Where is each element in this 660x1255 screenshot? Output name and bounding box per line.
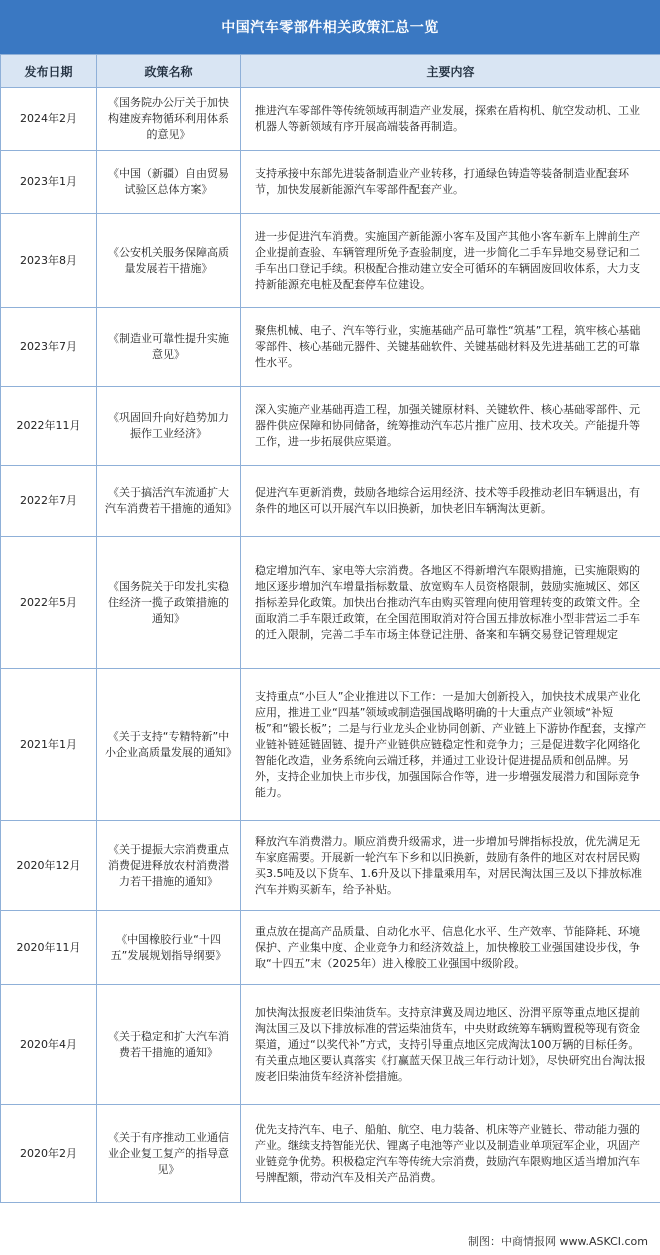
table-row [1,466,660,537]
cell-policy-name: 《中国橡胶行业“十四五”发展规划指导纲要》 [97,911,241,985]
cell-date: 2022年11月 [1,387,97,466]
table-row [1,537,660,669]
cell-date: 2023年7月 [1,308,97,387]
table-row [1,985,660,1105]
cell-date: 2022年7月 [1,466,97,537]
footer-credit: 制图：中商情报网 www.ASKCI.com [467,1235,648,1248]
policy-table [0,54,660,1203]
page-title: 中国汽车零部件相关政策汇总一览 [0,0,660,54]
table-row [1,308,660,387]
cell-content: 加快淘汰报废老旧柴油货车。支持京津冀及周边地区、汾渭平原等重点地区提前淘汰国三及以下排放标准的营运柴油货车，中央财政统筹车辆购置税等现有资金渠道，通过“以奖代补”方式，支持引导重点地区完成淘汰100万辆的目标任务。有关重点地区要认真落实《打赢蓝天保卫战三年行动计划》，尽快研究出台淘汰报废老旧柴油货车经济补偿措施。 [241,985,660,1105]
cell-content: 聚焦机械、电子、汽车等行业，实施基础产品可靠性“筑基”工程，筑牢核心基础零部件、核心基础元器件、关键基础软件、关键基础材料及先进基础工艺的可靠性水平。 [241,308,660,387]
cell-content: 重点放在提高产品质量、自动化水平、信息化水平、生产效率、节能降耗、环境保护、产业集中度、企业竞争力和经济效益上，加快橡胶工业强国建设步伐，争取“十四五”末（2025年）进入橡胶工业强国中级阶段。 [241,911,660,985]
cell-policy-name: 《关于搞活汽车流通扩大汽车消费若干措施的通知》 [97,466,241,537]
table-row [1,151,660,214]
cell-content: 稳定增加汽车、家电等大宗消费。各地区不得新增汽车限购措施，已实施限购的地区逐步增加汽车增量指标数量、放宽购车人员资格限制，鼓励实施城区、郊区指标差异化政策。加快出台推动汽车由购买管理向使用管理转变的政策文件。全面取消二手车限迁政策，在全国范围取消对符合国五排放标准小型非营运二手车的迁入限制，完善二手车市场主体登记注册、备案和车辆交易登记管理规定 [241,537,660,669]
table-header-row [1,55,660,88]
cell-policy-name: 《中国（新疆）自由贸易试验区总体方案》 [97,151,241,214]
table-row [1,88,660,151]
cell-content: 促进汽车更新消费，鼓励各地综合运用经济、技术等手段推动老旧车辆退出，有条件的地区可以开展汽车以旧换新，加快老旧车辆淘汰更新。 [241,466,660,537]
table-row [1,387,660,466]
cell-content: 支持承接中东部先进装备制造业产业转移，打通绿色铸造等装备制造业配套环节，加快发展新能源汽车零部件配套产业。 [241,151,660,214]
cell-content: 进一步促进汽车消费。实施国产新能源小客车及国产其他小客车新车上牌前生产企业提前查验、车辆管理所免予查验制度，进一步简化二手车异地交易登记和二手车出口登记手续。积极配合推动建立安全可循环的车辆固废回收体系，大力支持新能源充电桩及配套停车位建设。 [241,214,660,308]
cell-content: 释放汽车消费潜力。顺应消费升级需求，进一步增加号牌指标投放，优先满足无车家庭需要。开展新一轮汽车下乡和以旧换新，鼓励有条件的地区对农村居民购买3.5吨及以下货车、1.6升及以下排量乘用车，对居民淘汰国三及以下排放标准汽车并购买新车，给予补贴。 [241,821,660,911]
cell-date: 2024年2月 [1,88,97,151]
header-content: 主要内容 [241,55,660,88]
cell-policy-name: 《关于有序推动工业通信业企业复工复产的指导意见》 [97,1105,241,1203]
header-name: 政策名称 [97,55,241,88]
cell-date: 2023年1月 [1,151,97,214]
cell-date: 2021年1月 [1,669,97,821]
cell-date: 2020年11月 [1,911,97,985]
cell-policy-name: 《关于提振大宗消费重点消费促进释放农村消费潜力若干措施的通知》 [97,821,241,911]
cell-policy-name: 《关于稳定和扩大汽车消费若干措施的通知》 [97,985,241,1105]
cell-policy-name: 《公安机关服务保障高质量发展若干措施》 [97,214,241,308]
table-row [1,669,660,821]
table-row [1,214,660,308]
table-row [1,821,660,911]
cell-policy-name: 《巩固回升向好趋势加力振作工业经济》 [97,387,241,466]
cell-date: 2020年12月 [1,821,97,911]
cell-policy-name: 《制造业可靠性提升实施意见》 [97,308,241,387]
cell-content: 优先支持汽车、电子、船舶、航空、电力装备、机床等产业链长、带动能力强的产业。继续支持智能光伏、锂离子电池等产业以及制造业单项冠军企业，巩固产业链竞争优势。积极稳定汽车等传统大宗消费，鼓励汽车限购地区适当增加汽车号牌配额，带动汽车及相关产品消费。 [241,1105,660,1203]
cell-content: 深入实施产业基础再造工程，加强关键原材料、关键软件、核心基础零部件、元器件供应保障和协同储备，统筹推动汽车芯片推广应用、技术攻关。产能提升等工作，进一步拓展供应渠道。 [241,387,660,466]
cell-date: 2022年5月 [1,537,97,669]
cell-policy-name: 《关于支持“专精特新”中小企业高质量发展的通知》 [97,669,241,821]
table-row [1,911,660,985]
cell-date: 2020年4月 [1,985,97,1105]
cell-content: 支持重点“小巨人”企业推进以下工作：一是加大创新投入，加快技术成果产业化应用，推进工业“四基”领域或制造强国战略明确的十大重点产业领域“补短板”和“锻长板”；二是与行业龙头企业协同创新、产业链上下游协作配套，支撑产业链补链延链固链、提升产业链供应链稳定性和竞争力；三是促进数字化网络化智能化改造，业务系统向云端迁移，并通过工业设计促进提品质和创品牌。另外，支持企业加快上市步伐，加强国际合作等，进一步增强发展潜力和国际竞争能力。 [241,669,660,821]
cell-policy-name: 《国务院关于印发扎实稳住经济一揽子政策措施的通知》 [97,537,241,669]
cell-content: 推进汽车零部件等传统领域再制造产业发展，探索在盾构机、航空发动机、工业机器人等新领域有序开展高端装备再制造。 [241,88,660,151]
cell-date: 2020年2月 [1,1105,97,1203]
cell-date: 2023年8月 [1,214,97,308]
header-date: 发布日期 [1,55,97,88]
cell-policy-name: 《国务院办公厅关于加快构建废弃物循环利用体系的意见》 [97,88,241,151]
table-row [1,1105,660,1203]
